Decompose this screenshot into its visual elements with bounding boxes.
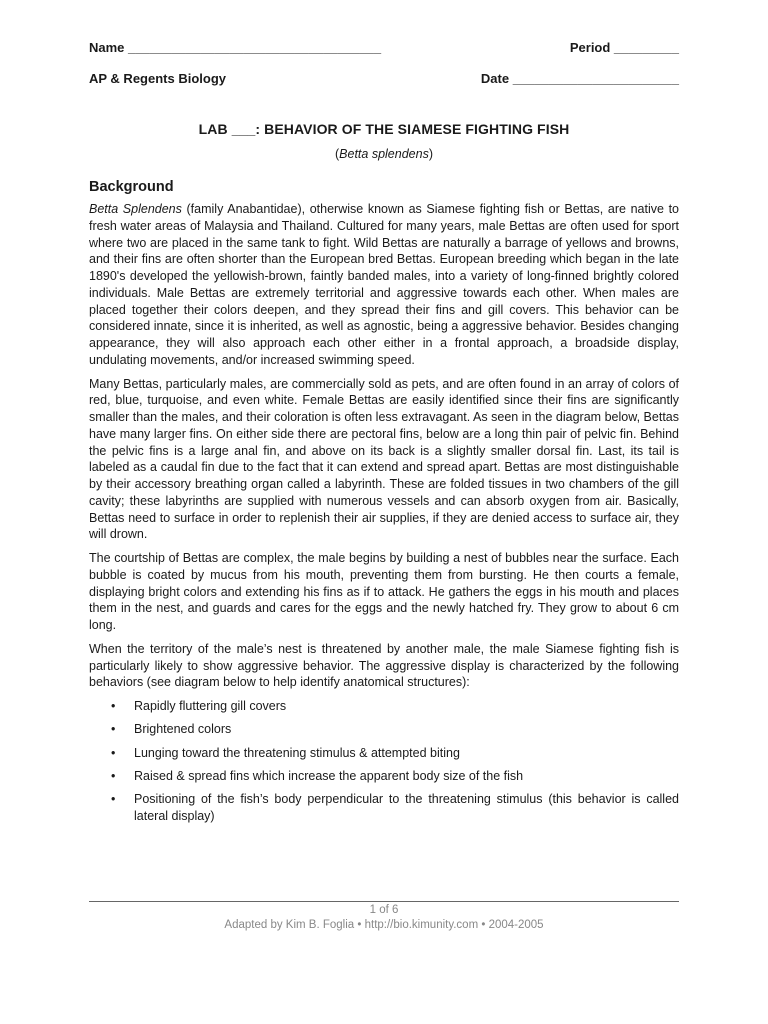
bullet-icon: • [111, 768, 116, 783]
list-item [89, 768, 679, 785]
footer-divider [89, 901, 679, 902]
background-paragraph-1 [89, 201, 679, 369]
header-row-name [89, 40, 679, 60]
background-paragraph-2: Many Bettas, particularly males, are commercially sold as pets, and are often found in an array of colors of red, blue, turquoise, and even white. Female Bettas are easily identified since their fins are significantly smaller than the males, and their coloration is often less extravagant. As seen in the diagram below, Bettas have many larger fins. On either side there are pectoral fins, below are a long thin pair of pelvic fin. Behind the pelvic fins is a large anal fin, and above on its back is a slightly smaller dorsal fin. Last, its tail is labeled as a caudal fin due to the fact that it can extend and spread apart. Bettas are most distinguishable by their accessory breathing organ called a labyrinth. These are folded tissues in two chambers of the gill cavity; these labyrinths are supplied with numerous vessels and can absorb oxygen from air. Basically, Bettas need to surface in order to replenish their air supplies, if they are denied access to surface air, they will drown. [89, 376, 679, 542]
header-row-course [89, 71, 679, 91]
list-item [89, 791, 679, 825]
list-item [89, 745, 679, 762]
genus-name: Betta Splendens [89, 202, 182, 216]
period-field: Period _________ [569, 40, 679, 55]
date-field: Date _______________________ [480, 71, 679, 86]
page-number: 1 of 6 [369, 904, 399, 916]
subtitle-open-paren: ( [335, 147, 340, 161]
list-item [89, 698, 679, 715]
background-heading: Background [89, 179, 174, 195]
list-item [89, 721, 679, 738]
subtitle-close-paren: ) [428, 147, 433, 161]
species-subtitle [89, 147, 679, 161]
background-paragraph-4: When the territory of the male’s nest is threatened by another male, the male Siamese fighting fish is particularly likely to show aggressive behavior. The aggressive display is characterized by the following behaviors (see diagram below to help identify anatomical structures): [89, 641, 679, 690]
list-item-text: Rapidly fluttering gill covers [134, 699, 287, 713]
footer-credit: Adapted by Kim B. Foglia • http://bio.kimunity.com • 2004-2005 [224, 919, 544, 931]
background-paragraph-3: The courtship of Bettas are complex, the male begins by building a nest of bubbles near the surface. Each bubble is coated by mucus from his mouth, preventing them from bursting. He then courts a female, displaying bright colors and extending his fins as if to attack. He gathers the eggs in his mouth and places them in the nest, and guards and cares for the eggs and the newly hatched fry. They grow to about 6 cm long. [89, 551, 679, 632]
aggressive-behavior-list [89, 698, 679, 825]
bullet-icon: • [111, 722, 116, 737]
course-name: AP & Regents Biology [89, 71, 227, 86]
species-name: Betta splendens [339, 147, 429, 161]
list-item-text: Lunging toward the threatening stimulus & attempted biting [134, 745, 460, 760]
paragraph-1-text: (family Anabantidae), otherwise known as Siamese fighting fish or Bettas, are native to fresh water areas of Malaysia and Thailand. Cultured for many years, male Bettas are often used for sport where two are placed in the same tank to fight. Wild Bettas are naturally a barrage of yellows and browns, and their fins are often shorter than the European bred Bettas. European breeding which began in the late 1890's developed the yellowish-brown, faintly banded males, into a variety of long-finned brightly colored individuals. Male Bettas are extremely territorial and aggressive towards each other. When males are placed together their colors deepen, and they spread their fins and gill covers. This behavior can be considered innate, since it is inherited, as well as agnostic, being a aggressive behavior. Besides changing appearance, they will also approach each other either in a frontal approach, a broadside display, undulating movements, and/or increased swimming speed. [89, 202, 679, 367]
list-item-text: Raised & spread fins which increase the apparent body size of the fish [134, 768, 524, 783]
list-item-text: Positioning of the fish’s body perpendicular to the threatening stimulus (this behavior is called lateral display) [134, 792, 679, 823]
bullet-icon: • [111, 792, 116, 806]
list-item-text: Brightened colors [134, 722, 232, 737]
bullet-icon: • [111, 699, 116, 713]
document-page [89, 40, 679, 831]
name-field: Name ___________________________________ [89, 40, 382, 55]
lab-title: LAB ___: BEHAVIOR OF THE SIAMESE FIGHTING FISH [198, 121, 570, 137]
bullet-icon: • [111, 745, 116, 760]
